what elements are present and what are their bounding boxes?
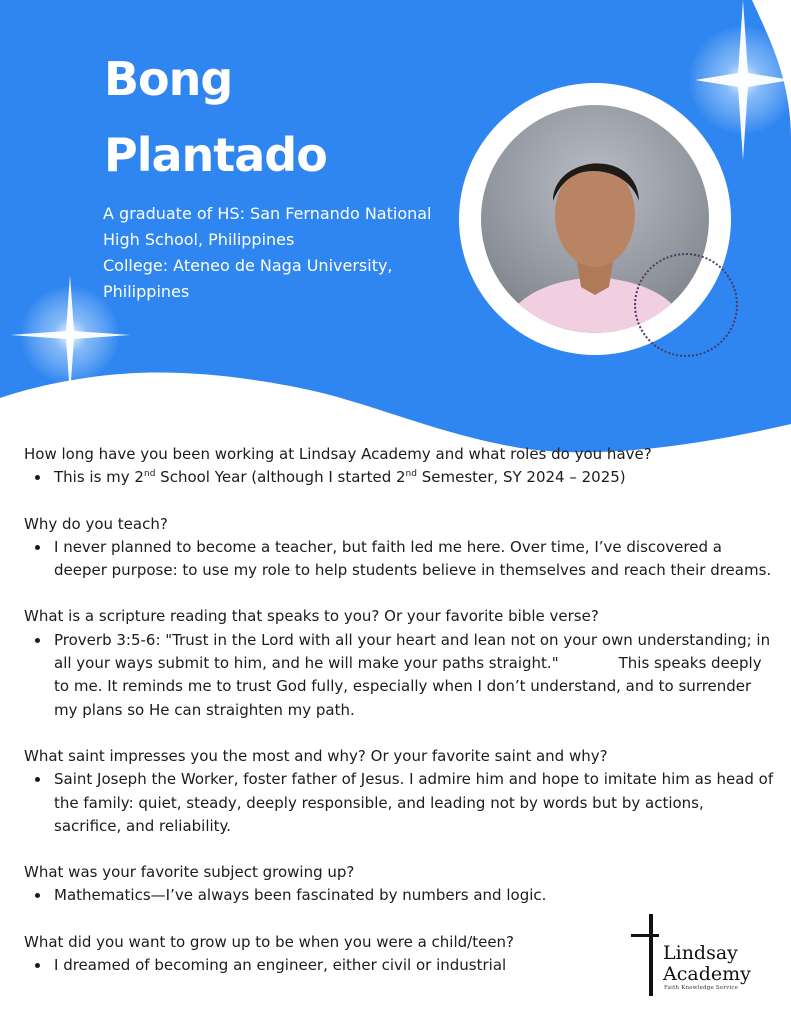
question: How long have you been working at Lindsay Academy and what roles do you have? bbox=[24, 445, 652, 463]
dotted-circle-decoration bbox=[634, 253, 738, 357]
question: What was your favorite subject growing up? bbox=[24, 863, 355, 882]
education-line: High School, Philippines bbox=[103, 230, 295, 249]
answer: I never planned to become a teacher, but faith led me here. Over time, I’ve discovered a deeper purpose: to use my role to help students believe in themselves and reach their dreams. bbox=[24, 536, 774, 583]
qa-item bbox=[24, 513, 774, 583]
question: Why do you teach? bbox=[24, 514, 168, 533]
qa-item bbox=[24, 861, 774, 908]
lindsay-academy-logo bbox=[628, 914, 758, 996]
answer-reflection: This speaks deeply to me. It reminds me to trust God fully, especially when I don’t understand, and to surrender my plans so He can straighten my path. bbox=[54, 654, 762, 719]
logo-tagline: Faith Knowledge Service bbox=[664, 985, 739, 991]
cross-icon bbox=[649, 914, 653, 996]
answer: I dreamed of becoming an engineer, either civil or industrial bbox=[24, 954, 774, 977]
answer bbox=[24, 629, 774, 722]
question: What is a scripture reading that speaks to you? Or your favorite bible verse? bbox=[24, 607, 599, 626]
qa-item bbox=[24, 605, 774, 721]
education-line: A graduate of HS: San Fernando National bbox=[103, 204, 432, 223]
name-first: Bong bbox=[104, 52, 233, 106]
question: What did you want to grow up to be when you were a child/teen? bbox=[24, 932, 515, 951]
qa-item bbox=[24, 443, 774, 490]
logo-text-line1: Lindsay bbox=[663, 942, 738, 964]
answer-verse: Proverb 3:5-6: "Trust in the Lord with all your heart and lean not on your own understanding; in all your ways submit to him, and he will make your paths straight." bbox=[54, 630, 771, 673]
answer: This is my 2nd School Year (although I started 2nd Semester, SY 2024 – 2025) bbox=[24, 466, 774, 489]
answer: Saint Joseph the Worker, foster father of Jesus. I admire him and hope to imitate him as head of the family: quiet, steady, deeply responsible, and leading not by words but by actions, sacrifice, and reliability. bbox=[24, 768, 774, 838]
education-summary bbox=[103, 201, 448, 305]
answer: Mathematics—I’ve always been fascinated by numbers and logic. bbox=[24, 884, 774, 907]
name-last: Plantado bbox=[104, 128, 327, 182]
question: What saint impresses you the most and why? Or your favorite saint and why? bbox=[24, 746, 608, 765]
qa-item bbox=[24, 745, 774, 838]
education-line: College: Ateneo de Naga University, bbox=[103, 256, 393, 275]
logo-text-line2: Academy bbox=[663, 963, 751, 985]
education-line: Philippines bbox=[103, 282, 190, 301]
